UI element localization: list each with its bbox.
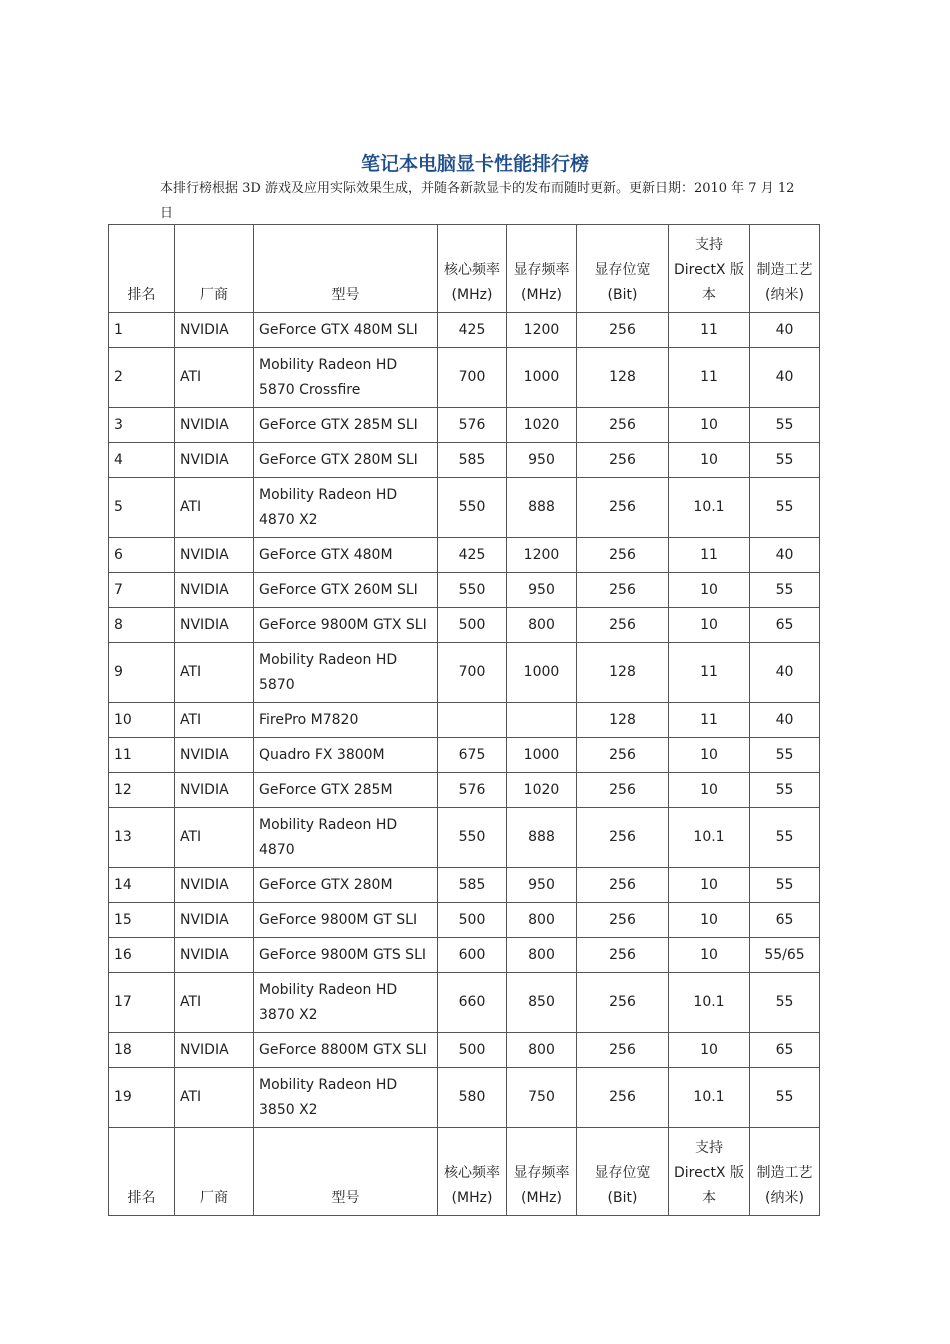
header-rank: 排名	[109, 225, 175, 313]
cell-core-clock	[438, 703, 507, 738]
cell-mem-clock: 1000	[507, 643, 577, 703]
cell-rank: 19	[109, 1068, 175, 1128]
cell-process: 55	[750, 973, 820, 1033]
cell-rank: 8	[109, 608, 175, 643]
header-model: 型号	[254, 1128, 438, 1216]
cell-bus-width: 128	[577, 348, 669, 408]
cell-process: 40	[750, 703, 820, 738]
cell-vendor: NVIDIA	[175, 443, 254, 478]
cell-core-clock: 700	[438, 348, 507, 408]
cell-bus-width: 256	[577, 573, 669, 608]
cell-mem-clock: 1200	[507, 538, 577, 573]
cell-vendor: ATI	[175, 1068, 254, 1128]
cell-bus-width: 256	[577, 443, 669, 478]
cell-directx: 10.1	[669, 808, 750, 868]
cell-vendor: NVIDIA	[175, 773, 254, 808]
cell-process: 65	[750, 608, 820, 643]
cell-vendor: ATI	[175, 808, 254, 868]
cell-directx: 11	[669, 703, 750, 738]
header-rank: 排名	[109, 1128, 175, 1216]
cell-vendor: ATI	[175, 973, 254, 1033]
page-title: 笔记本电脑显卡性能排行榜	[360, 153, 589, 175]
cell-rank: 18	[109, 1033, 175, 1068]
cell-bus-width: 256	[577, 903, 669, 938]
table-row	[109, 868, 820, 903]
cell-core-clock: 425	[438, 313, 507, 348]
cell-directx: 10	[669, 738, 750, 773]
table-row	[109, 608, 820, 643]
header-process: 制造工艺 (纳米)	[750, 1128, 820, 1216]
table-header-row	[109, 225, 820, 313]
table-row	[109, 538, 820, 573]
cell-model: GeForce 8800M GTX SLI	[254, 1033, 438, 1068]
cell-vendor: ATI	[175, 348, 254, 408]
cell-model: GeForce GTX 260M SLI	[254, 573, 438, 608]
cell-rank: 11	[109, 738, 175, 773]
cell-core-clock: 425	[438, 538, 507, 573]
cell-directx: 10	[669, 903, 750, 938]
cell-directx: 10.1	[669, 1068, 750, 1128]
cell-model: Mobility Radeon HD 3850 X2	[254, 1068, 438, 1128]
cell-vendor: NVIDIA	[175, 408, 254, 443]
cell-directx: 10	[669, 408, 750, 443]
cell-rank: 3	[109, 408, 175, 443]
intro-paragraph: 本排行榜根据 3D 游戏及应用实际效果生成，并随各新款显卡的发布而随时更新。更新日期：2010 年 7 月 12 日	[160, 181, 795, 221]
table-row	[109, 973, 820, 1033]
cell-model: GeForce GTX 480M	[254, 538, 438, 573]
cell-mem-clock: 850	[507, 973, 577, 1033]
cell-core-clock: 500	[438, 1033, 507, 1068]
cell-rank: 10	[109, 703, 175, 738]
cell-process: 40	[750, 348, 820, 408]
cell-rank: 5	[109, 478, 175, 538]
cell-mem-clock: 1020	[507, 773, 577, 808]
header-bus-width: 显存位宽 (Bit)	[577, 225, 669, 313]
cell-process: 55	[750, 408, 820, 443]
cell-core-clock: 580	[438, 1068, 507, 1128]
cell-bus-width: 256	[577, 1068, 669, 1128]
table-row	[109, 903, 820, 938]
cell-mem-clock	[507, 703, 577, 738]
cell-mem-clock: 1000	[507, 348, 577, 408]
cell-mem-clock: 800	[507, 608, 577, 643]
cell-core-clock: 500	[438, 903, 507, 938]
cell-mem-clock: 800	[507, 938, 577, 973]
cell-directx: 10	[669, 773, 750, 808]
cell-rank: 16	[109, 938, 175, 973]
cell-mem-clock: 888	[507, 808, 577, 868]
cell-vendor: NVIDIA	[175, 538, 254, 573]
table-row	[109, 643, 820, 703]
cell-bus-width: 256	[577, 868, 669, 903]
cell-mem-clock: 1200	[507, 313, 577, 348]
cell-model: FirePro M7820	[254, 703, 438, 738]
table-row	[109, 408, 820, 443]
cell-rank: 13	[109, 808, 175, 868]
cell-rank: 6	[109, 538, 175, 573]
cell-directx: 11	[669, 348, 750, 408]
header-bus-width: 显存位宽 (Bit)	[577, 1128, 669, 1216]
cell-model: Mobility Radeon HD 5870 Crossfire	[254, 348, 438, 408]
cell-vendor: NVIDIA	[175, 573, 254, 608]
cell-bus-width: 256	[577, 408, 669, 443]
cell-directx: 10	[669, 573, 750, 608]
cell-bus-width: 256	[577, 478, 669, 538]
cell-rank: 15	[109, 903, 175, 938]
cell-core-clock: 550	[438, 573, 507, 608]
cell-vendor: NVIDIA	[175, 1033, 254, 1068]
header-mem-clock: 显存频率 (MHz)	[507, 1128, 577, 1216]
cell-mem-clock: 800	[507, 1033, 577, 1068]
cell-model: GeForce 9800M GT SLI	[254, 903, 438, 938]
cell-directx: 11	[669, 643, 750, 703]
cell-bus-width: 256	[577, 1033, 669, 1068]
cell-bus-width: 256	[577, 538, 669, 573]
cell-process: 55	[750, 478, 820, 538]
table-footer-header-row	[109, 1128, 820, 1216]
cell-process: 55/65	[750, 938, 820, 973]
cell-model: GeForce GTX 285M SLI	[254, 408, 438, 443]
cell-vendor: NVIDIA	[175, 313, 254, 348]
cell-model: GeForce GTX 480M SLI	[254, 313, 438, 348]
header-model: 型号	[254, 225, 438, 313]
cell-rank: 14	[109, 868, 175, 903]
cell-mem-clock: 1000	[507, 738, 577, 773]
cell-vendor: ATI	[175, 478, 254, 538]
cell-process: 40	[750, 643, 820, 703]
cell-rank: 12	[109, 773, 175, 808]
cell-rank: 2	[109, 348, 175, 408]
cell-bus-width: 256	[577, 738, 669, 773]
cell-rank: 4	[109, 443, 175, 478]
cell-process: 55	[750, 1068, 820, 1128]
cell-mem-clock: 950	[507, 573, 577, 608]
cell-core-clock: 585	[438, 868, 507, 903]
cell-process: 55	[750, 868, 820, 903]
cell-model: Mobility Radeon HD 4870	[254, 808, 438, 868]
cell-rank: 17	[109, 973, 175, 1033]
cell-directx: 10	[669, 868, 750, 903]
cell-directx: 10	[669, 1033, 750, 1068]
cell-process: 65	[750, 1033, 820, 1068]
cell-core-clock: 660	[438, 973, 507, 1033]
cell-process: 55	[750, 573, 820, 608]
cell-core-clock: 576	[438, 773, 507, 808]
cell-process: 55	[750, 738, 820, 773]
cell-model: Mobility Radeon HD 3870 X2	[254, 973, 438, 1033]
table-row	[109, 313, 820, 348]
cell-core-clock: 600	[438, 938, 507, 973]
cell-process: 40	[750, 313, 820, 348]
cell-process: 55	[750, 808, 820, 868]
header-process: 制造工艺 (纳米)	[750, 225, 820, 313]
cell-bus-width: 256	[577, 773, 669, 808]
table-row	[109, 573, 820, 608]
header-directx: 支持 DirectX 版本	[669, 225, 750, 313]
cell-core-clock: 550	[438, 808, 507, 868]
cell-vendor: NVIDIA	[175, 903, 254, 938]
cell-model: GeForce GTX 285M	[254, 773, 438, 808]
cell-core-clock: 700	[438, 643, 507, 703]
cell-directx: 10	[669, 938, 750, 973]
table-row	[109, 1068, 820, 1128]
table-row	[109, 938, 820, 973]
cell-process: 65	[750, 903, 820, 938]
cell-model: Mobility Radeon HD 5870	[254, 643, 438, 703]
table-row	[109, 478, 820, 538]
header-vendor: 厂商	[175, 1128, 254, 1216]
header-vendor: 厂商	[175, 225, 254, 313]
cell-mem-clock: 888	[507, 478, 577, 538]
cell-vendor: NVIDIA	[175, 938, 254, 973]
header-core-clock: 核心频率 (MHz)	[438, 1128, 507, 1216]
cell-directx: 10.1	[669, 973, 750, 1033]
cell-rank: 1	[109, 313, 175, 348]
cell-process: 55	[750, 443, 820, 478]
cell-process: 40	[750, 538, 820, 573]
cell-bus-width: 256	[577, 973, 669, 1033]
cell-core-clock: 675	[438, 738, 507, 773]
cell-vendor: NVIDIA	[175, 868, 254, 903]
cell-mem-clock: 750	[507, 1068, 577, 1128]
cell-core-clock: 585	[438, 443, 507, 478]
cell-model: Quadro FX 3800M	[254, 738, 438, 773]
gpu-ranking-table	[108, 224, 820, 1216]
cell-core-clock: 500	[438, 608, 507, 643]
cell-model: GeForce 9800M GTS SLI	[254, 938, 438, 973]
cell-mem-clock: 950	[507, 868, 577, 903]
cell-vendor: ATI	[175, 703, 254, 738]
cell-bus-width: 128	[577, 643, 669, 703]
cell-directx: 11	[669, 538, 750, 573]
table-row	[109, 703, 820, 738]
table-row	[109, 348, 820, 408]
cell-bus-width: 256	[577, 608, 669, 643]
cell-core-clock: 550	[438, 478, 507, 538]
cell-core-clock: 576	[438, 408, 507, 443]
table-row	[109, 808, 820, 868]
cell-mem-clock: 800	[507, 903, 577, 938]
cell-rank: 7	[109, 573, 175, 608]
cell-bus-width: 128	[577, 703, 669, 738]
header-directx: 支持 DirectX 版本	[669, 1128, 750, 1216]
cell-vendor: NVIDIA	[175, 738, 254, 773]
header-mem-clock: 显存频率 (MHz)	[507, 225, 577, 313]
cell-bus-width: 256	[577, 808, 669, 868]
cell-model: GeForce GTX 280M SLI	[254, 443, 438, 478]
cell-vendor: NVIDIA	[175, 608, 254, 643]
cell-model: Mobility Radeon HD 4870 X2	[254, 478, 438, 538]
cell-model: GeForce 9800M GTX SLI	[254, 608, 438, 643]
table-row	[109, 738, 820, 773]
table-row	[109, 773, 820, 808]
header-core-clock: 核心频率 (MHz)	[438, 225, 507, 313]
cell-process: 55	[750, 773, 820, 808]
cell-directx: 10	[669, 443, 750, 478]
cell-directx: 10.1	[669, 478, 750, 538]
cell-mem-clock: 1020	[507, 408, 577, 443]
cell-model: GeForce GTX 280M	[254, 868, 438, 903]
cell-directx: 10	[669, 608, 750, 643]
table-row	[109, 443, 820, 478]
table-row	[109, 1033, 820, 1068]
cell-directx: 11	[669, 313, 750, 348]
cell-bus-width: 256	[577, 313, 669, 348]
cell-mem-clock: 950	[507, 443, 577, 478]
cell-vendor: ATI	[175, 643, 254, 703]
cell-bus-width: 256	[577, 938, 669, 973]
cell-rank: 9	[109, 643, 175, 703]
